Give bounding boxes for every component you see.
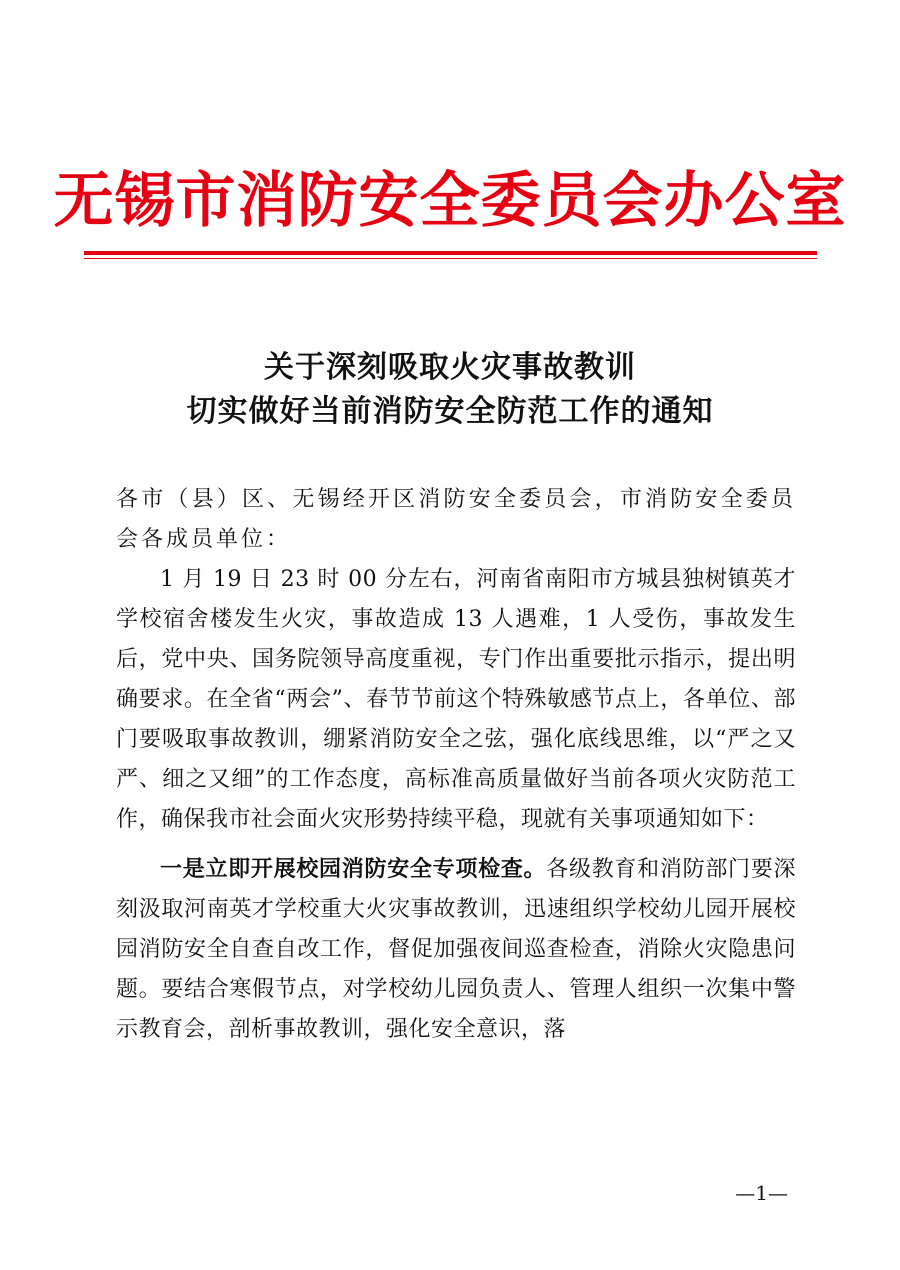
document-body bbox=[116, 480, 796, 1050]
issuer-masthead: 无锡市消防安全委员会办公室 bbox=[53, 166, 847, 236]
masthead-rule-thick bbox=[84, 251, 817, 255]
document-title-line-2: 切实做好当前消防安全防范工作的通知 bbox=[186, 394, 714, 429]
document-title-line-1: 关于深刻吸取火灾事故教训 bbox=[264, 350, 636, 385]
paragraph-2-lead: 一是立即开展校园消防安全专项检查。 bbox=[160, 857, 547, 882]
paragraph-2-text: 各级教育和消防部门要深刻汲取河南英才学校重大火灾事故教训，迅速组织学校幼儿园开展校园消防安全自查自改工作，督促加强夜间巡查检查，消除火灾隐患问题。要结合寒假节点，对学校幼儿园负责人、管理人组织一次集中警示教育会，剖析事故教训，强化安全意识，落 bbox=[116, 857, 796, 1042]
paragraph-2 bbox=[116, 850, 796, 1050]
paragraph-1: 1 月 19 日 23 时 00 分左右，河南省南阳市方城县独树镇英才学校宿舍楼发生火灾，事故造成 13 人遇难，1 人受伤，事故发生后，党中央、国务院领导高度重视，专门作出重要批示指示，提出明确要求。在全省“两会”、春节节前这个特殊敏感节点上，各单位、部门要吸取事故教训，绷紧消防安全之弦，强化底线思维，以“严之又严、细之又细”的工作态度，高标准高质量做好当前各项火灾防范工作，确保我市社会面火灾形势持续平稳，现就有关事项通知如下： bbox=[116, 567, 796, 832]
salutation: 各市（县）区、无锡经开区消防安全委员会，市消防安全委员会各成员单位： bbox=[116, 487, 796, 552]
page-number: —1— bbox=[735, 1181, 788, 1205]
masthead-rule-thin bbox=[84, 258, 817, 259]
